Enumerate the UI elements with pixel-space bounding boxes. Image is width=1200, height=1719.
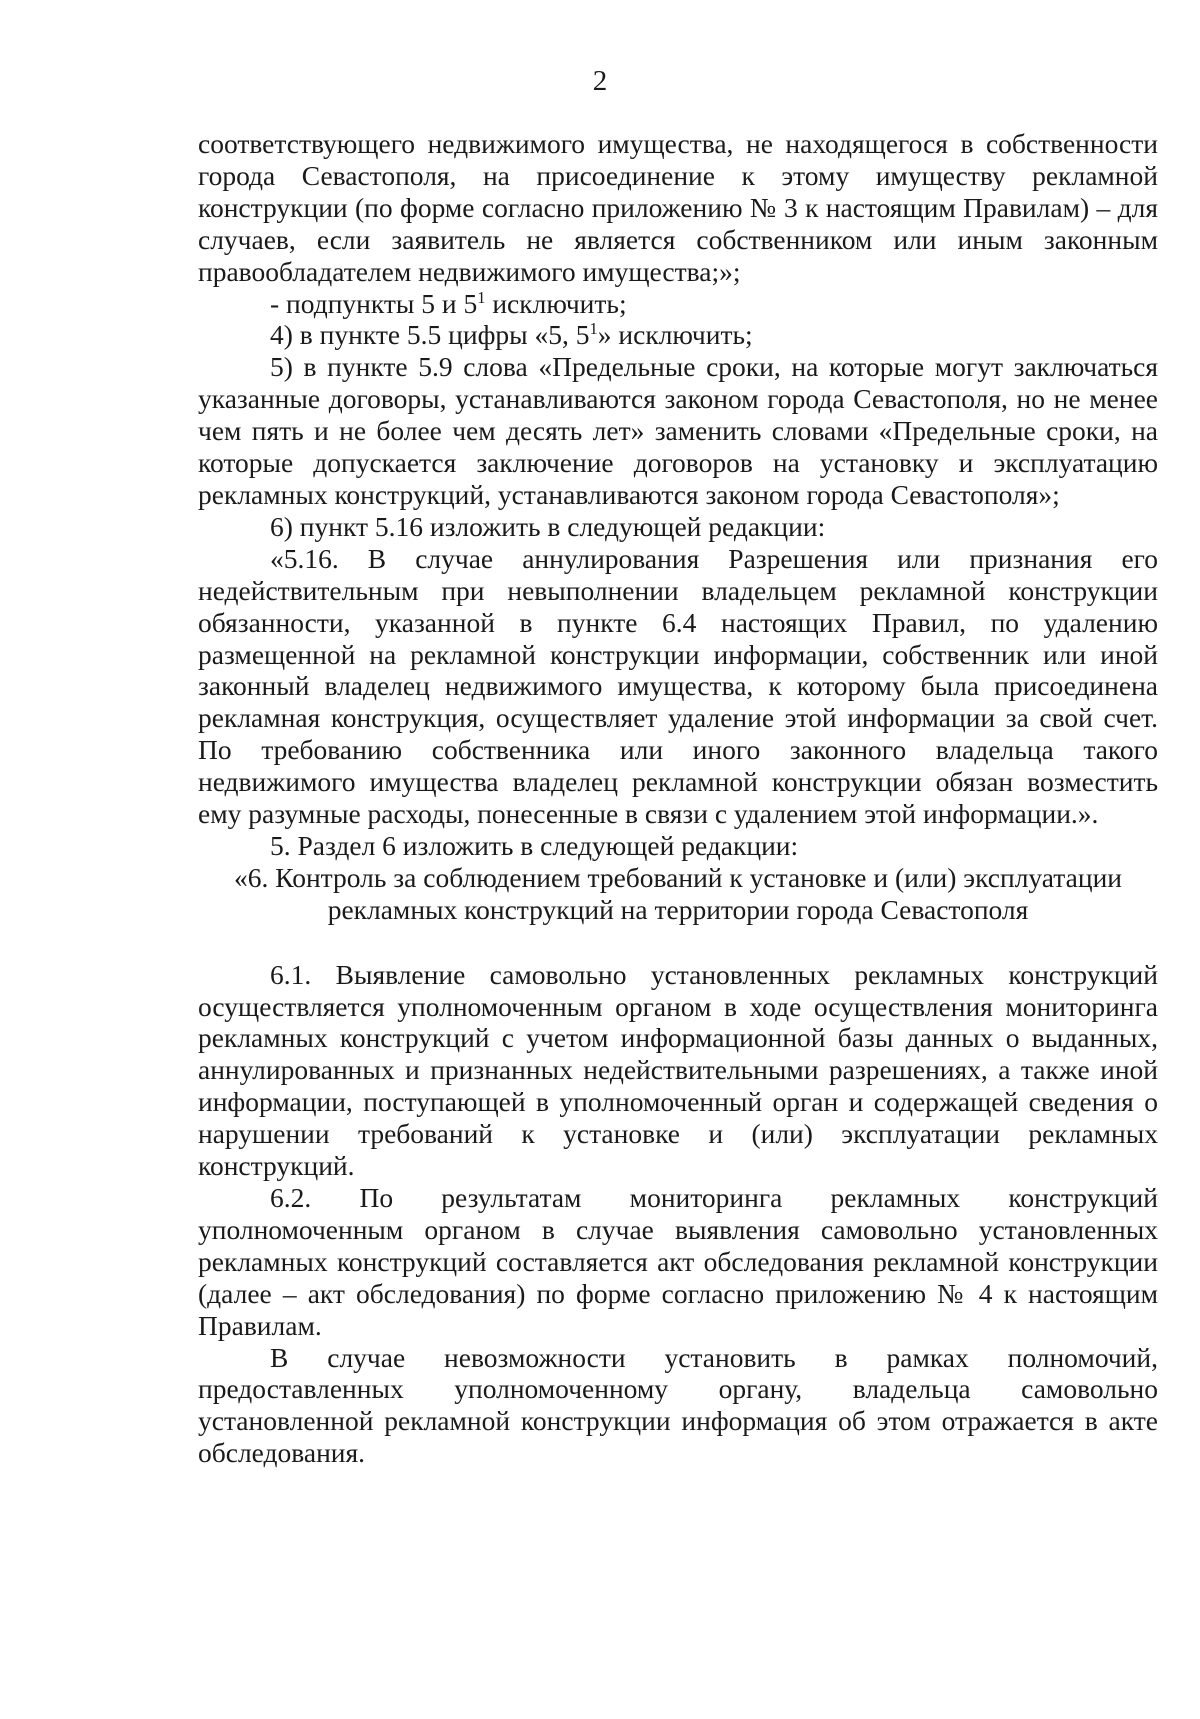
paragraph-continuation: соответствующего недвижимого имущества, не находящегося в собственности города Севастополя, на присоединение к этому имуществу рекламной конструкции (по форме согласно приложению № 3 к настоящим Правилам) – для случаев, если заявитель не является собственником или иным законным правообладателем недвижимого имущества;»;	[198, 128, 1158, 287]
spacer	[198, 926, 1158, 959]
paragraph-item-6: 6) пункт 5.16 изложить в следующей редакции:	[270, 510, 826, 542]
paragraph-6-2: 6.2. По результатам мониторинга рекламных конструкций уполномоченным органом в случае выявления самовольно установленных рекламных конструкций составляется акт обследования рекламной конструкции (далее – акт обследования) по форме согласно приложению № 4 к настоящим Правилам.	[198, 1182, 1158, 1341]
paragraph-5-16: «5.16. В случае аннулирования Разрешения или признания его недействительным при невыполнении владельцем рекламной конструкции обязанности, указанной в пункте 6.4 настоящих Правил, по удалению размещенной на рекламной конструкции информации, собственник или иной законный владелец недвижимого имущества, к которому была присоединена рекламная конструкция, осуществляет удаление этой информации за свой счет. По требованию собственника или иного законного владельца такого недвижимого имущества владелец рекламной конструкции обязан возместить ему разумные расходы, понесенные в связи с удалением этой информации.».	[198, 542, 1158, 830]
paragraph-6-2-cont: В случае невозможности установить в рамках полномочий, предоставленных уполномоченному органу, владельца самовольно установленной рекламной конструкции информация об этом отражается в акте обследования.	[198, 1341, 1158, 1469]
page-number: 2	[592, 65, 608, 97]
paragraph-subpoints-exclude	[198, 288, 1158, 320]
document-body	[198, 128, 1158, 1469]
paragraph-text: » исключить;	[597, 319, 753, 351]
paragraph-section-5: 5. Раздел 6 изложить в следующей редакции:	[270, 829, 799, 861]
paragraph-text: исключить;	[485, 287, 627, 319]
paragraph-6-1: 6.1. Выявление самовольно установленных рекламных конструкций осуществляется уполномоченным органом в ходе осуществления мониторинга рекламных конструкций с учетом информационной базы данных о выданных, аннулированных и признанных недействительными разрешениях, а также иной информации, поступающей в уполномоченный орган и содержащей сведения о нарушении требований к установке и (или) эксплуатации рекламных конструкций.	[198, 958, 1158, 1182]
paragraph-text: 4) в пункте 5.5 цифры «5, 5	[270, 319, 590, 351]
paragraph-item-4	[198, 319, 1158, 351]
section-heading: «6. Контроль за соблюдением требований к установке и (или) эксплуатации рекламных конструкций на территории города Севастополя	[233, 861, 1123, 925]
superscript: 1	[589, 319, 598, 339]
paragraph-text: - подпункты 5 и 5	[270, 287, 478, 319]
superscript: 1	[477, 287, 486, 307]
paragraph-item-5: 5) в пункте 5.9 слова «Предельные сроки, на которые могут заключаться указанные договоры, устанавливаются законом города Севастополя, но не менее чем пять и не более чем десять лет» заменить словами «Предельные сроки, на которые допускается заключение договоров на установку и эксплуатацию рекламных конструкций, устанавливаются законом города Севастополя»;	[198, 351, 1158, 510]
